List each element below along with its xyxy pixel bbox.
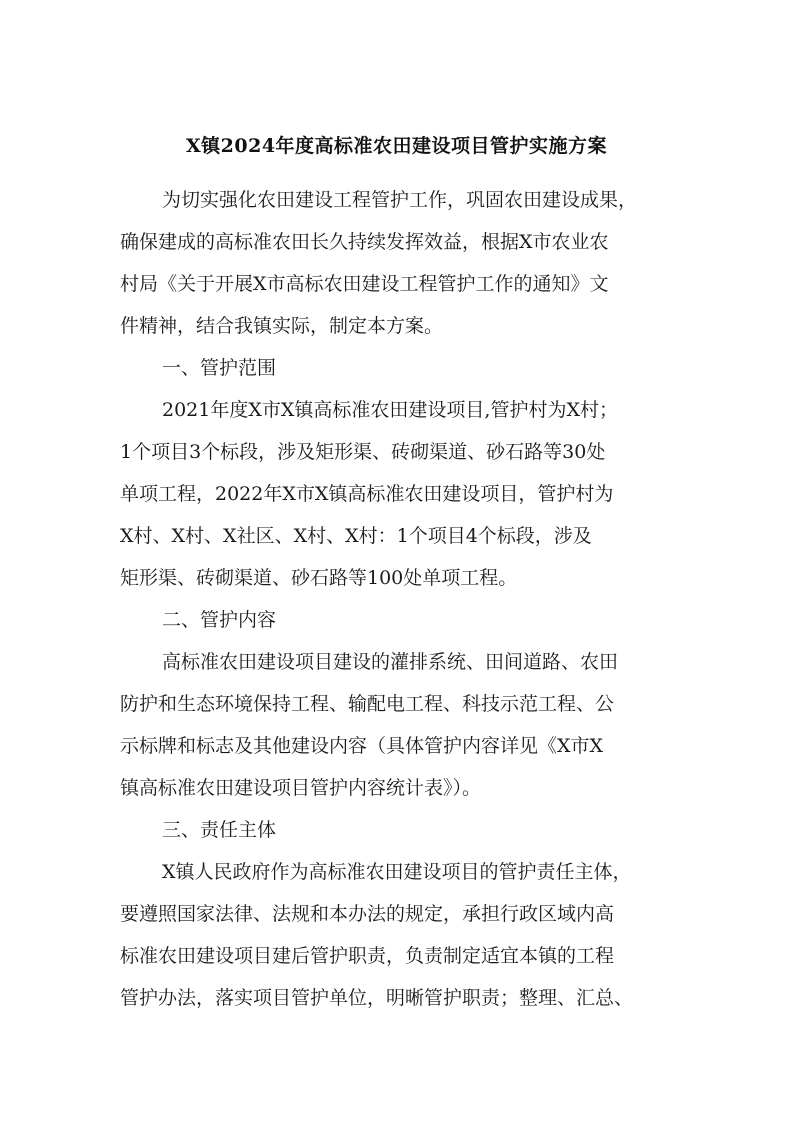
section-heading: 二、管护内容 xyxy=(162,609,277,631)
section-heading: 三、责任主体 xyxy=(162,819,277,841)
paragraph-line: X镇人民政府作为高标准农田建设项目的管护责任主体， xyxy=(162,861,632,883)
paragraph-line: 为切实强化农田建设工程管护工作，巩固农田建设成果， xyxy=(162,189,638,211)
section-heading: 一、管护范围 xyxy=(162,357,277,379)
document-title: X镇2024年度高标准农田建设项目管护实施方案 xyxy=(185,135,608,157)
paragraph-line: 单项工程，2022年X市X镇高标准农田建设项目，管护村为 xyxy=(120,483,614,505)
paragraph-line: 确保建成的高标准农田长久持续发挥效益，根据X市农业农 xyxy=(120,231,609,253)
paragraph-line: 2021年度X市X镇高标准农田建设项目,管护村为X村； xyxy=(162,399,618,421)
paragraph-line: 示标牌和标志及其他建设内容（具体管护内容详见《X市X xyxy=(120,735,604,757)
paragraph-line: 高标准农田建设项目建设的灌排系统、田间道路、农田 xyxy=(162,651,619,673)
paragraph-line: 矩形渠、砖砌渠道、砂石路等100处单项工程。 xyxy=(120,567,518,589)
paragraph-line: 镇高标准农田建设项目管护内容统计表》）。 xyxy=(120,777,482,799)
paragraph-line: 要遵照国家法律、法规和本办法的规定，承担行政区域内高 xyxy=(120,903,615,925)
paragraph-line: 标准农田建设项目建后管护职责，负责制定适宜本镇的工程 xyxy=(120,945,615,967)
paragraph-line: 1个项目3个标段，涉及矩形渠、砖砌渠道、砂石路等30处 xyxy=(120,441,606,463)
paragraph-line: 防护和生态环境保持工程、输配电工程、科技示范工程、公 xyxy=(120,693,615,715)
paragraph-line: 村局《关于开展X市高标农田建设工程管护工作的通知》文 xyxy=(120,273,609,295)
paragraph-line: 件精神，结合我镇实际，制定本方案。 xyxy=(120,315,444,337)
paragraph-line: X村、X村、X社区、X村、X村：1个项目4个标段，涉及 xyxy=(120,525,592,547)
paragraph-line: 管护办法，落实项目管护单位，明晰管护职责；整理、汇总、 xyxy=(120,987,634,1009)
